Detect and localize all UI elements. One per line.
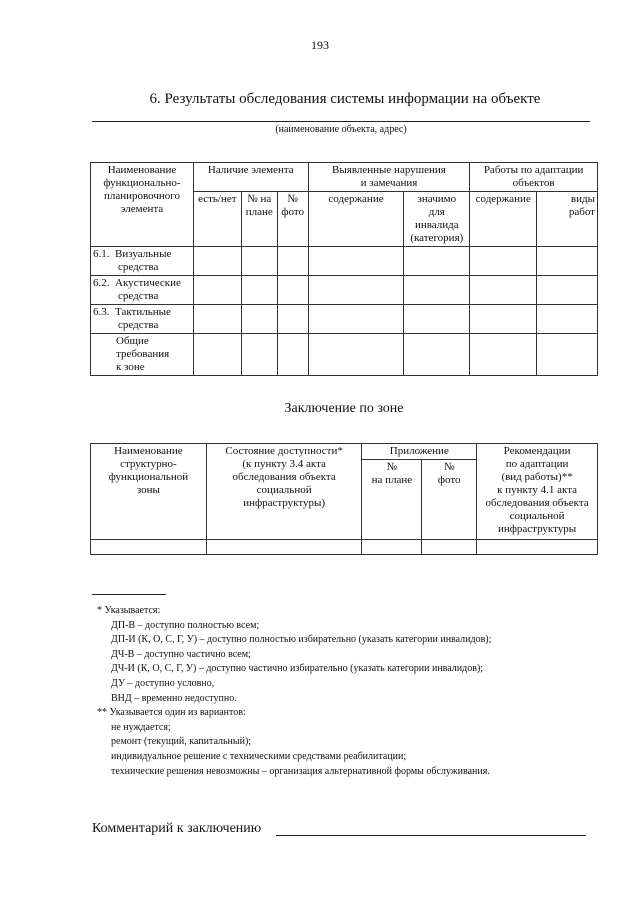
footnote-item: ремонт (текущий, капитальный);	[111, 736, 252, 748]
footnote-star1: * Указывается:	[97, 605, 161, 616]
page-number: 193	[311, 38, 329, 52]
footnote-item: ДП-И (К, О, С, Г, У) – доступно полностью избирательно (указать категории инвалидов);	[111, 634, 492, 646]
footnote-item: индивидуальное решение с техническими средствами реабилитации;	[111, 750, 407, 762]
footnote-item: ДЧ-В – доступно частично всем;	[111, 648, 251, 660]
header-accessibility-state: Состояние доступности* (к пункту 3.4 акта обследования объекта социальной инфраструктуры)	[206, 444, 362, 540]
footnote-item: не нуждается;	[111, 721, 171, 733]
comment-label: Комментарий к заключению	[92, 821, 262, 836]
subheader-significant: значимо для инвалида (категория)	[404, 192, 470, 247]
footnote-item: ДП-В – доступно полностью всем;	[111, 619, 260, 631]
footnote-item: технические решения невозможны – организация альтернативной формы обслуживания.	[111, 765, 490, 777]
object-name-line[interactable]	[92, 121, 590, 122]
subheader-photo-number: № фото	[422, 460, 477, 540]
header-violations: Выявленные нарушения и замечания	[308, 163, 470, 192]
header-element-name: Наименование функционально- планировочного элемента	[91, 163, 194, 247]
header-recommendations: Рекомендации по адаптации (вид работы)** к пункту 4.1 акта обследования объекта социальной инфраструктуры	[477, 444, 598, 540]
row-label: Общие требования к зоне	[91, 334, 194, 376]
row-label: 6.3. Тактильные средства	[91, 305, 194, 334]
footnote-item: ДЧ-И (К, О, С, Г, У) – доступно частично избирательно (указать категории инвалидов);	[111, 663, 484, 675]
table-row	[91, 540, 598, 555]
inspection-results-table	[90, 162, 598, 376]
header-adaptation-works: Работы по адаптации объектов	[470, 163, 598, 192]
footnote-star2: ** Указывается один из вариантов:	[97, 707, 246, 719]
footnotes	[97, 604, 491, 779]
subheader-content: содержание	[308, 192, 404, 247]
zone-conclusion-table	[90, 443, 598, 555]
table-row	[91, 305, 598, 334]
footnote-item: ВНД – временно недоступно.	[111, 692, 237, 704]
subheader-work-types: виды работ	[537, 192, 598, 247]
footnote-item: ДУ – доступно условно,	[111, 677, 215, 689]
zone-conclusion-title: Заключение по зоне	[284, 401, 404, 416]
header-appendix: Приложение	[362, 444, 477, 460]
subheader-plan-number: № на плане	[362, 460, 422, 540]
object-caption: (наименование объекта, адрес)	[275, 124, 407, 135]
table-row	[91, 247, 598, 276]
footnote-divider	[92, 594, 166, 595]
header-zone-name: Наименование структурно- функциональной зоны	[91, 444, 207, 540]
row-label: 6.1. Визуальные средства	[91, 247, 194, 276]
header-presence: Наличие элемента	[193, 163, 308, 192]
table-row	[91, 334, 598, 376]
row-label: 6.2. Акустические средства	[91, 276, 194, 305]
comment-input-line[interactable]	[276, 835, 586, 836]
subheader-photo-number: № фото	[277, 192, 308, 247]
table-row	[91, 276, 598, 305]
subheader-works-content: содержание	[470, 192, 537, 247]
subheader-exists: есть/нет	[193, 192, 241, 247]
subheader-plan-number: № на плане	[241, 192, 277, 247]
section-title: 6. Результаты обследования системы информации на объекте	[149, 91, 541, 107]
